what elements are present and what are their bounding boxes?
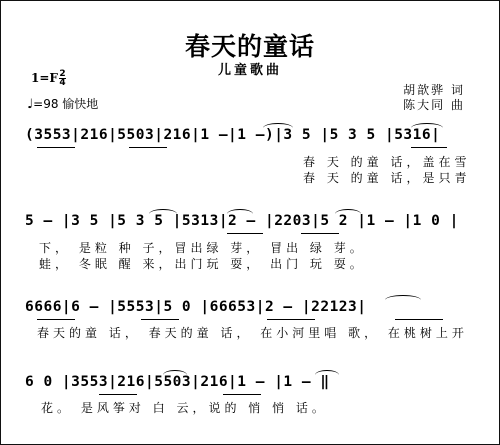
beam-line [411, 147, 447, 148]
beam-line [267, 319, 315, 320]
slur-mark [315, 370, 339, 375]
time-signature [58, 70, 67, 87]
beam-line [223, 394, 261, 395]
beam-line [129, 147, 167, 148]
slur-mark [149, 209, 177, 214]
notation-line-1: (3553|216|5503|216|1 –|1 –)|3 5 |5 3 5 |5316| [25, 127, 441, 143]
lyricist-credit: 胡歆骅 词 [403, 83, 465, 97]
lyric-line-2-verse-1: 下， 是粒 种 子，冒出绿 芽， 冒出 绿 芽。 [39, 241, 366, 255]
notation-line-3: 6666|6 – |5553|5 0 |66653|2 – |22123| [25, 299, 367, 315]
beam-line [37, 147, 75, 148]
slur-mark [411, 123, 443, 128]
beam-line [37, 319, 75, 320]
song-subtitle: 儿童歌曲 [217, 63, 282, 78]
notation-line-2: 5 – |3 5 |5 3 5 |5313|2 – |2203|5 2 |1 – |1 0 | [25, 213, 459, 229]
quarter-note-icon: ♩ [27, 97, 34, 112]
lyric-line-3: 春天的童 话， 春天的童 话， 在小河里唱 歌， 在桃树上开 [37, 326, 468, 340]
lyric-line-2-verse-2: 蛙， 冬眠 醒 来，出门玩 耍， 出门 玩 耍。 [39, 257, 366, 271]
slur-mark [385, 295, 421, 300]
slur-mark [163, 370, 187, 375]
slur-mark [227, 209, 253, 214]
beam-line [301, 233, 339, 234]
key-signature: 1=F [31, 71, 58, 85]
lyric-line-4: 花。 是风筝对 白 云，说的 悄 悄 话。 [41, 401, 328, 415]
composer-credit: 陈大同 曲 [403, 98, 465, 112]
tempo-marking [27, 95, 98, 112]
beam-line [99, 394, 137, 395]
slur-mark [263, 123, 293, 128]
slur-mark [335, 209, 361, 214]
notation-line-4: 6 0 |3553|216|5503|216|1 – |1 – ‖ [25, 374, 330, 390]
beam-line [395, 319, 443, 320]
song-title: 春天的童话 [184, 32, 315, 61]
lyric-line-1-verse-2: 春 天 的童 话，是只青 [303, 171, 471, 185]
time-signature-bottom: 4 [59, 78, 66, 88]
time-signature-top: 2 [59, 69, 66, 79]
beam-line [141, 319, 179, 320]
beam-line [227, 233, 263, 234]
lyric-line-1-verse-1: 春 天 的童 话，盖在雪 [303, 155, 471, 169]
tempo-text: =98 愉快地 [33, 97, 99, 111]
